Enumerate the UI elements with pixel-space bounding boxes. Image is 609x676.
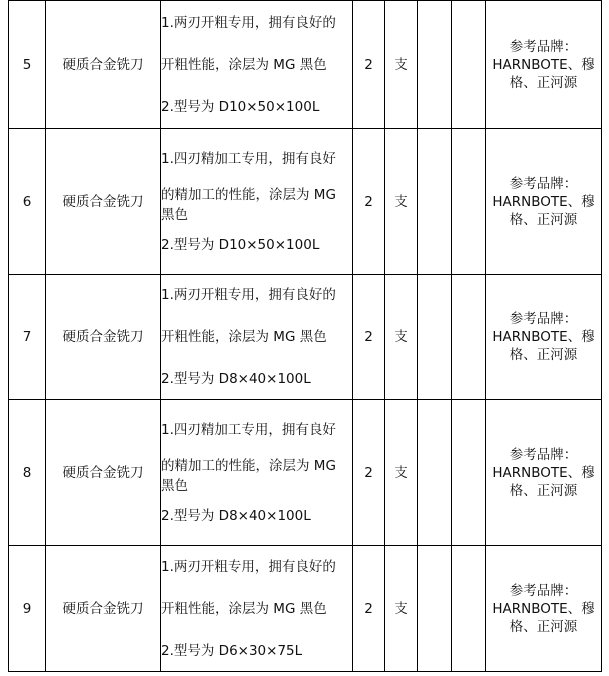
remarks-line: 参考品牌： xyxy=(509,582,578,599)
remarks-line: HARNBOTE、穆 xyxy=(492,56,595,73)
row-number: 5 xyxy=(9,1,46,129)
item-name: 硬质合金铣刀 xyxy=(46,275,161,400)
description-line: 1.四刃精加工专用，拥有良好 xyxy=(161,150,336,167)
table-row xyxy=(9,275,602,400)
empty-cell xyxy=(418,400,452,546)
remarks-line: 格、正河源 xyxy=(509,74,578,91)
item-name: 硬质合金铣刀 xyxy=(46,1,161,129)
row-number: 6 xyxy=(9,129,46,275)
item-unit: 支 xyxy=(385,1,418,129)
item-quantity: 2 xyxy=(353,1,385,129)
remarks-line: 参考品牌： xyxy=(509,38,578,55)
item-remarks xyxy=(486,400,602,546)
item-unit: 支 xyxy=(385,546,418,672)
item-unit: 支 xyxy=(385,400,418,546)
product-spec-table xyxy=(8,0,602,672)
empty-cell xyxy=(418,546,452,672)
remarks-line: 格、正河源 xyxy=(509,618,578,635)
item-description xyxy=(161,546,353,672)
empty-cell xyxy=(418,129,452,275)
empty-cell xyxy=(452,400,486,546)
empty-cell xyxy=(452,129,486,275)
row-number: 8 xyxy=(9,400,46,546)
item-name: 硬质合金铣刀 xyxy=(46,129,161,275)
item-quantity: 2 xyxy=(353,129,385,275)
item-quantity: 2 xyxy=(353,275,385,400)
description-line: 开粗性能，涂层为 MG 黑色 xyxy=(161,600,327,617)
item-quantity: 2 xyxy=(353,400,385,546)
empty-cell xyxy=(418,1,452,129)
table-row xyxy=(9,546,602,672)
row-number: 7 xyxy=(9,275,46,400)
description-line: 的精加工的性能，涂层为 MG xyxy=(161,186,336,203)
remarks-line: 格、正河源 xyxy=(509,211,578,228)
item-unit: 支 xyxy=(385,129,418,275)
empty-cell xyxy=(418,275,452,400)
description-line: 1.两刃开粗专用，拥有良好的 xyxy=(161,14,336,31)
item-description xyxy=(161,275,353,400)
description-line: 2.型号为 D6×30×75L xyxy=(161,642,303,659)
remarks-line: HARNBOTE、穆 xyxy=(492,464,595,481)
description-line: 黑色 xyxy=(161,206,188,223)
description-line: 1.两刃开粗专用，拥有良好的 xyxy=(161,558,336,575)
item-description xyxy=(161,129,353,275)
description-line: 开粗性能，涂层为 MG 黑色 xyxy=(161,56,327,73)
row-number: 9 xyxy=(9,546,46,672)
remarks-line: 参考品牌： xyxy=(509,175,578,192)
item-remarks xyxy=(486,129,602,275)
description-line: 2.型号为 D8×40×100L xyxy=(161,371,311,387)
description-line: 的精加工的性能，涂层为 MG xyxy=(161,457,336,474)
item-quantity: 2 xyxy=(353,546,385,672)
table-row xyxy=(9,1,602,129)
item-description xyxy=(161,1,353,129)
empty-cell xyxy=(452,546,486,672)
remarks-line: 格、正河源 xyxy=(509,482,578,499)
remarks-line: 格、正河源 xyxy=(509,347,578,363)
description-line: 1.四刃精加工专用，拥有良好 xyxy=(161,421,336,438)
description-line: 开粗性能，涂层为 MG 黑色 xyxy=(161,329,327,345)
description-line: 2.型号为 D10×50×100L xyxy=(161,236,320,253)
item-name: 硬质合金铣刀 xyxy=(46,400,161,546)
item-unit: 支 xyxy=(385,275,418,400)
item-name: 硬质合金铣刀 xyxy=(46,546,161,672)
description-line: 2.型号为 D10×50×100L xyxy=(161,98,320,115)
empty-cell xyxy=(452,1,486,129)
description-line: 2.型号为 D8×40×100L xyxy=(161,507,311,524)
description-line: 1.两刃开粗专用，拥有良好的 xyxy=(161,287,336,303)
empty-cell xyxy=(452,275,486,400)
item-remarks xyxy=(486,275,602,400)
item-remarks xyxy=(486,1,602,129)
remarks-line: 参考品牌： xyxy=(509,311,578,327)
remarks-line: HARNBOTE、穆 xyxy=(492,329,595,345)
remarks-line: HARNBOTE、穆 xyxy=(492,193,595,210)
table-body xyxy=(9,1,602,672)
description-line: 黑色 xyxy=(161,477,188,494)
item-remarks xyxy=(486,546,602,672)
item-description xyxy=(161,400,353,546)
table-row xyxy=(9,129,602,275)
table-row xyxy=(9,400,602,546)
remarks-line: HARNBOTE、穆 xyxy=(492,600,595,617)
remarks-line: 参考品牌： xyxy=(509,446,578,463)
